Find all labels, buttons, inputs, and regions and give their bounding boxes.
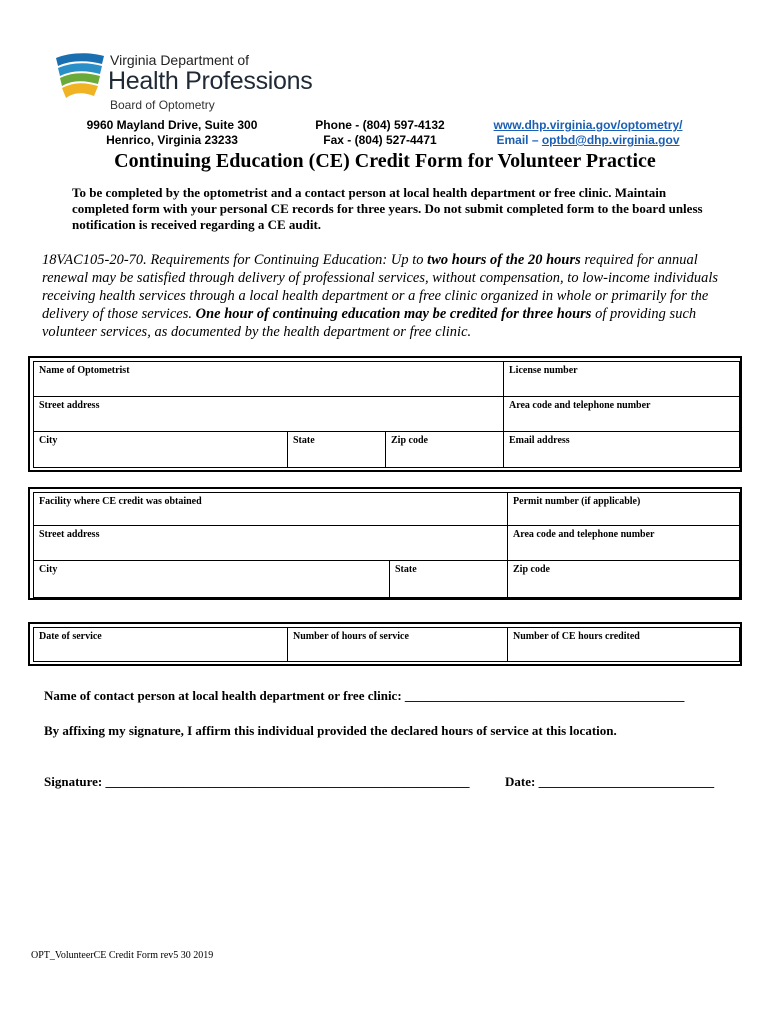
facility-state-field[interactable] — [390, 561, 508, 598]
optometrist-phone-label: Area code and telephone number — [509, 400, 651, 411]
board-address — [72, 118, 272, 148]
contact-person-line[interactable]: Name of contact person at local health department or free clinic: ___________________________________________ — [44, 688, 685, 703]
form-revision-footer: OPT_VolunteerCE Credit Form rev5 30 2019 — [31, 950, 214, 961]
regulation-part-1: 18VAC105-20-70. Requirements for Continuing Education: Up to — [42, 252, 428, 268]
board-web-contact — [476, 118, 700, 148]
regulation-bold-2: One hour of continuing education may be credited for three hours — [195, 306, 592, 322]
regulation-part-2: required for annual renewal may be satisfied through delivery of professional services, without compensation, to low-income individuals receiving health services through a local health department or a free clinic organized in whole or primarily for the delivery of those services. — [42, 252, 719, 322]
affirmation-statement: By affixing my signature, I affirm this individual provided the declared hours of service at this location. — [44, 723, 617, 738]
date-line[interactable]: Date: ___________________________ — [505, 774, 715, 789]
logo-line-1: Virginia Department of — [110, 52, 250, 68]
optometrist-info-table — [28, 356, 742, 472]
ce-hours-credited-field[interactable] — [508, 628, 740, 662]
regulation-part-3: of providing such volunteer services, as documented by the health department or free clinic. — [42, 306, 697, 340]
logo-line-2: Health Professions — [108, 67, 313, 95]
regulation-bold-1: two hours of the 20 hours — [427, 252, 581, 268]
facility-city-label: City — [39, 564, 58, 575]
signature-line[interactable]: Signature: ________________________________________________________ — [44, 774, 470, 789]
address-line-1: 9960 Mayland Drive, Suite 300 — [86, 118, 258, 132]
dhp-logo-mark-icon — [54, 52, 106, 100]
form-instructions: To be completed by the optometrist and a contact person at local health department or free clinic. Maintain completed form with your personal CE records for three years. Do not submit completed form to the board unless notification is received regarding a CE audit. — [72, 185, 703, 232]
license-number-field[interactable] — [504, 362, 740, 397]
facility-state-label: State — [395, 564, 417, 575]
facility-phone-field[interactable] — [508, 526, 740, 561]
optometrist-email-field[interactable] — [504, 432, 740, 468]
optometrist-city-label: City — [39, 435, 58, 446]
phone-number: Phone - (804) 597-4132 — [315, 118, 445, 132]
facility-phone-label: Area code and telephone number — [513, 529, 655, 540]
email-prefix: Email – — [496, 133, 542, 147]
optometrist-phone-field[interactable] — [504, 397, 740, 432]
service-info-table — [28, 622, 742, 666]
optometrist-street-label: Street address — [39, 400, 100, 411]
logo-line-3: Board of Optometry — [110, 98, 215, 112]
optometrist-state-field[interactable] — [288, 432, 386, 468]
optometrist-email-label: Email address — [509, 435, 570, 446]
hours-of-service-label: Number of hours of service — [293, 631, 409, 642]
facility-street-field[interactable] — [34, 526, 508, 561]
board-phone-fax — [300, 118, 460, 148]
form-title: Continuing Education (CE) Credit Form for Volunteer Practice — [114, 150, 656, 172]
facility-street-label: Street address — [39, 529, 100, 540]
email-link[interactable]: optbd@dhp.virginia.gov — [541, 133, 680, 147]
hours-of-service-field[interactable] — [288, 628, 508, 662]
optometrist-state-label: State — [293, 435, 315, 446]
optometrist-street-field[interactable] — [34, 397, 504, 432]
facility-city-field[interactable] — [34, 561, 390, 598]
address-line-2: Henrico, Virginia 23233 — [106, 133, 238, 147]
website-link[interactable]: www.dhp.virginia.gov/optometry/ — [493, 118, 683, 132]
facility-zip-label: Zip code — [513, 564, 550, 575]
facility-zip-field[interactable] — [508, 561, 740, 598]
optometrist-name-field[interactable] — [34, 362, 504, 397]
fax-number: Fax - (804) 527-4471 — [323, 133, 437, 147]
date-of-service-label: Date of service — [39, 631, 102, 642]
facility-name-field[interactable] — [34, 493, 508, 526]
optometrist-city-field[interactable] — [34, 432, 288, 468]
permit-number-field[interactable] — [508, 493, 740, 526]
optometrist-zip-field[interactable] — [386, 432, 504, 468]
permit-number-label: Permit number (if applicable) — [513, 496, 641, 507]
optometrist-name-label: Name of Optometrist — [39, 365, 130, 376]
regulation-text — [42, 251, 722, 341]
facility-name-label: Facility where CE credit was obtained — [39, 496, 202, 507]
ce-hours-credited-label: Number of CE hours credited — [513, 631, 640, 642]
optometrist-zip-label: Zip code — [391, 435, 428, 446]
license-number-label: License number — [509, 365, 578, 376]
date-of-service-field[interactable] — [34, 628, 288, 662]
facility-info-table — [28, 487, 742, 600]
dhp-logo — [54, 50, 354, 114]
